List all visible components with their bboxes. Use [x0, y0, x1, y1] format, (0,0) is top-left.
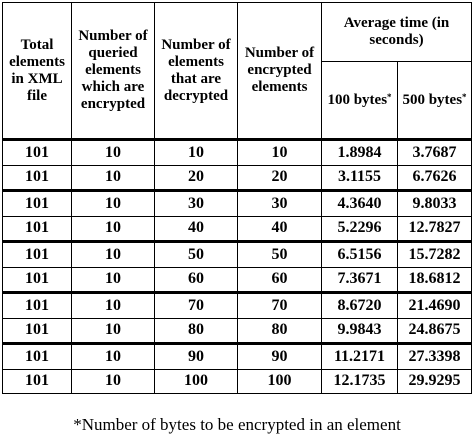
footnote-marker: *: [462, 91, 467, 102]
time-100-bytes-cell: 7.3671: [322, 267, 398, 293]
decrypted-cell: 90: [155, 344, 238, 370]
time-500-bytes-cell: 12.7827: [398, 216, 472, 242]
total-elements-cell: 101: [3, 191, 72, 217]
total-elements-cell: 101: [3, 140, 72, 166]
queried-encrypted-cell: 10: [72, 191, 155, 217]
total-elements-cell: 101: [3, 165, 72, 191]
queried-encrypted-cell: 10: [72, 293, 155, 319]
encrypted-cell: 50: [238, 242, 322, 268]
time-500-bytes-cell: 15.7282: [398, 242, 472, 268]
time-100-bytes-cell: 3.1155: [322, 165, 398, 191]
time-100-bytes-cell: 4.3640: [322, 191, 398, 217]
decrypted-cell: 30: [155, 191, 238, 217]
table-row: [3, 216, 472, 242]
time-100-bytes-cell: 8.6720: [322, 293, 398, 319]
decrypted-cell: 60: [155, 267, 238, 293]
total-elements-cell: 101: [3, 267, 72, 293]
encrypted-cell: 10: [238, 140, 322, 166]
queried-encrypted-cell: 10: [72, 267, 155, 293]
encrypted-cell: 70: [238, 293, 322, 319]
encrypted-cell: 100: [238, 369, 322, 394]
footnote: *Number of bytes to be encrypted in an element: [73, 415, 401, 434]
table-row: [3, 267, 472, 293]
table-row: [3, 165, 472, 191]
time-500-bytes-cell: 3.7687: [398, 140, 472, 166]
table-row: [3, 191, 472, 217]
queried-encrypted-cell: 10: [72, 242, 155, 268]
total-elements-cell: 101: [3, 216, 72, 242]
table-row: [3, 318, 472, 344]
footnote-marker: *: [387, 91, 392, 102]
time-500-bytes-cell: 6.7626: [398, 165, 472, 191]
time-100-bytes-cell: 1.8984: [322, 140, 398, 166]
header-total-elements: Total elements in XML file: [3, 3, 72, 140]
total-elements-cell: 101: [3, 344, 72, 370]
total-elements-cell: 101: [3, 369, 72, 394]
header-encrypted: Number of encrypted elements: [238, 3, 322, 140]
queried-encrypted-cell: 10: [72, 369, 155, 394]
time-100-bytes-cell: 6.5156: [322, 242, 398, 268]
header-100-bytes-label: 100 bytes: [327, 91, 388, 108]
results-table-container: [2, 2, 471, 394]
table-row: [3, 369, 472, 394]
table-row: [3, 140, 472, 166]
total-elements-cell: 101: [3, 242, 72, 268]
header-average-time: Average time (in seconds): [322, 3, 472, 62]
results-table: [2, 2, 472, 394]
encrypted-cell: 80: [238, 318, 322, 344]
decrypted-cell: 10: [155, 140, 238, 166]
encrypted-cell: 40: [238, 216, 322, 242]
time-100-bytes-cell: 9.9843: [322, 318, 398, 344]
time-100-bytes-cell: 5.2296: [322, 216, 398, 242]
encrypted-cell: 60: [238, 267, 322, 293]
table-row: [3, 344, 472, 370]
header-500-bytes: [398, 62, 472, 140]
header-decrypted: Number of elements that are decrypted: [155, 3, 238, 140]
decrypted-cell: 40: [155, 216, 238, 242]
total-elements-cell: 101: [3, 318, 72, 344]
queried-encrypted-cell: 10: [72, 216, 155, 242]
encrypted-cell: 20: [238, 165, 322, 191]
header-100-bytes: [322, 62, 398, 140]
queried-encrypted-cell: 10: [72, 344, 155, 370]
table-body: [3, 140, 472, 394]
encrypted-cell: 30: [238, 191, 322, 217]
time-500-bytes-cell: 24.8675: [398, 318, 472, 344]
time-500-bytes-cell: 9.8033: [398, 191, 472, 217]
decrypted-cell: 100: [155, 369, 238, 394]
decrypted-cell: 80: [155, 318, 238, 344]
queried-encrypted-cell: 10: [72, 318, 155, 344]
queried-encrypted-cell: 10: [72, 165, 155, 191]
total-elements-cell: 101: [3, 293, 72, 319]
decrypted-cell: 50: [155, 242, 238, 268]
header-queried-encrypted: Number of queried elements which are encrypted: [72, 3, 155, 140]
header-500-bytes-label: 500 bytes: [402, 91, 463, 108]
time-500-bytes-cell: 27.3398: [398, 344, 472, 370]
time-500-bytes-cell: 29.9295: [398, 369, 472, 394]
table-row: [3, 242, 472, 268]
queried-encrypted-cell: 10: [72, 140, 155, 166]
time-100-bytes-cell: 11.2171: [322, 344, 398, 370]
decrypted-cell: 20: [155, 165, 238, 191]
encrypted-cell: 90: [238, 344, 322, 370]
time-500-bytes-cell: 21.4690: [398, 293, 472, 319]
time-100-bytes-cell: 12.1735: [322, 369, 398, 394]
table-row: [3, 293, 472, 319]
decrypted-cell: 70: [155, 293, 238, 319]
time-500-bytes-cell: 18.6812: [398, 267, 472, 293]
